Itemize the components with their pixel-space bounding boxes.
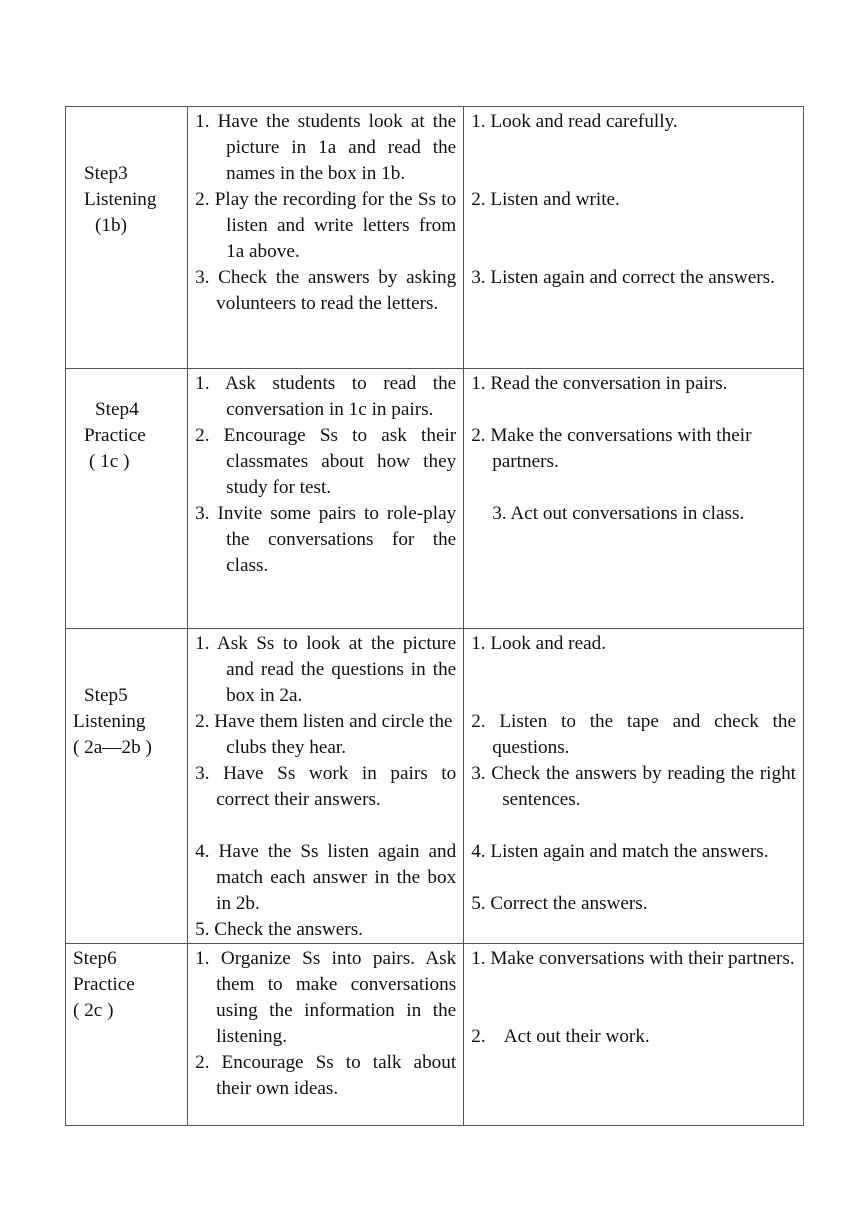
step-title: Step6 xyxy=(73,948,117,969)
list-item: 1. Have the students look at the picture in 1a and read the names in the box in 1b. xyxy=(195,111,457,184)
list-item: 3. Act out conversations in class. xyxy=(492,503,745,524)
student-activities-cell xyxy=(464,944,804,1126)
list-item: 4. Have the Ss listen again and match each answer in the box in 2b. xyxy=(195,841,457,914)
step-title: Step3 xyxy=(84,163,128,184)
list-item: 3. Invite some pairs to role-play the conversations for the class. xyxy=(195,503,457,576)
list-item: 2. Listen and write. xyxy=(471,189,620,210)
step-activity: Listening xyxy=(84,189,157,210)
teacher-activities-cell xyxy=(188,629,464,944)
list-item: 2. Encourage Ss to talk about their own ideas. xyxy=(195,1052,457,1099)
lesson-plan-table xyxy=(65,106,804,1126)
student-activities-cell xyxy=(464,369,804,629)
step-section: (1b) xyxy=(95,215,127,236)
list-item: 2. Make the conversations with their partners. xyxy=(471,425,752,472)
list-item: 3. Check the answers by asking volunteers to read the letters. xyxy=(195,267,457,314)
list-item: 4. Listen again and match the answers. xyxy=(471,841,769,862)
step-section: ( 2c ) xyxy=(73,1000,114,1021)
step-activity: Practice xyxy=(73,974,135,995)
list-item: 2. Play the recording for the Ss to listen and write letters from 1a above. xyxy=(195,189,457,262)
list-item: 1. Look and read carefully. xyxy=(471,111,678,132)
step-cell xyxy=(66,629,188,944)
list-item: 3. Check the answers by reading the right sentences. xyxy=(471,763,796,810)
teacher-activities-cell xyxy=(188,369,464,629)
table-row xyxy=(66,629,804,944)
list-item: 3. Listen again and correct the answers. xyxy=(471,267,775,288)
list-item: 1. Ask Ss to look at the picture and read the questions in the box in 2a. xyxy=(195,633,457,706)
list-item: 1. Ask students to read the conversation in 1c in pairs. xyxy=(195,373,457,420)
step-activity: Practice xyxy=(84,425,146,446)
step-cell xyxy=(66,944,188,1126)
step-section: ( 1c ) xyxy=(89,451,130,472)
list-item: 2. Listen to the tape and check the questions. xyxy=(471,711,796,758)
step-title: Step4 xyxy=(95,399,139,420)
list-item: 5. Check the answers. xyxy=(195,919,363,940)
list-item: 3. Have Ss work in pairs to correct their answers. xyxy=(195,763,457,810)
table-row xyxy=(66,107,804,369)
table-row xyxy=(66,369,804,629)
step-cell xyxy=(66,369,188,629)
teacher-activities-cell xyxy=(188,944,464,1126)
list-item: 2. Act out their work. xyxy=(471,1026,650,1047)
list-item: 2. Have them listen and circle the clubs they hear. xyxy=(195,711,453,758)
student-activities-cell xyxy=(464,107,804,369)
list-item: 1. Organize Ss into pairs. Ask them to make conversations using the information in the listening. xyxy=(195,948,457,1047)
list-item: 1. Read the conversation in pairs. xyxy=(471,373,728,394)
list-item: 1. Look and read. xyxy=(471,633,606,654)
table-row xyxy=(66,944,804,1126)
step-section: ( 2a—2b ) xyxy=(73,737,152,758)
step-title: Step5 xyxy=(84,685,128,706)
step-activity: Listening xyxy=(73,711,146,732)
list-item: 1. Make conversations with their partners. xyxy=(471,948,795,969)
list-item: 2. Encourage Ss to ask their classmates about how they study for test. xyxy=(195,425,457,498)
student-activities-cell xyxy=(464,629,804,944)
list-item: 5. Correct the answers. xyxy=(471,893,648,914)
step-cell xyxy=(66,107,188,369)
teacher-activities-cell xyxy=(188,107,464,369)
